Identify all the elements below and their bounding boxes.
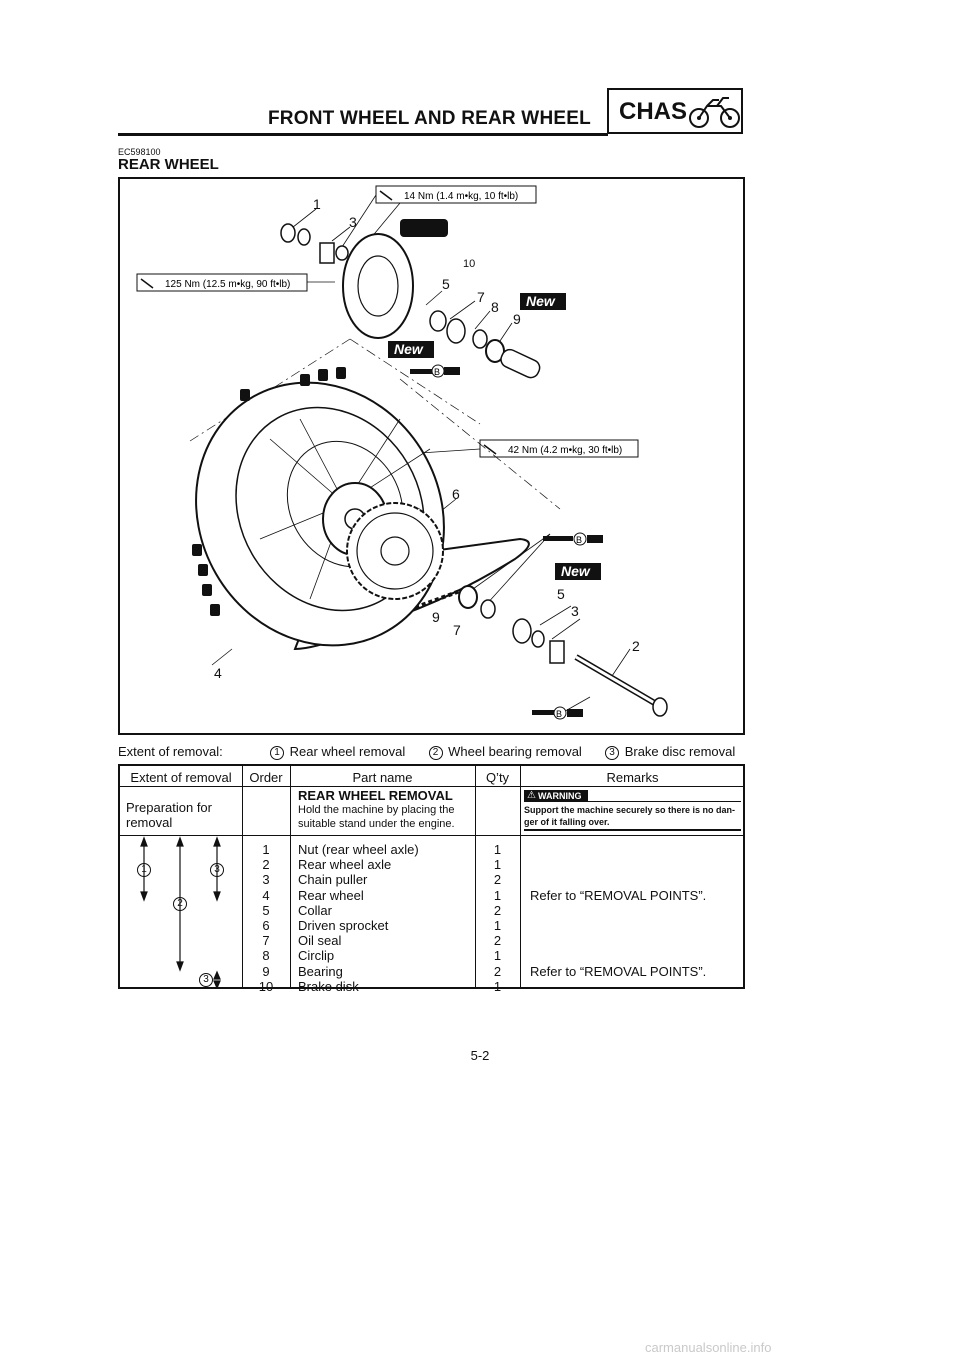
row-part-name: Rear wheel: [298, 887, 364, 903]
brake-disc: [343, 234, 413, 338]
warning-label: WARNING: [538, 791, 582, 801]
section-code: EC598100: [118, 147, 161, 157]
callout: 9: [432, 609, 440, 625]
row-part-name: Oil seal: [298, 933, 342, 949]
torque-label-14nm: [376, 186, 536, 203]
torque-text-125nm: 125 Nm (12.5 m•kg, 90 ft•lb): [165, 279, 291, 290]
prep-extent-line1: Preparation for: [126, 800, 212, 815]
page-header-title: FRONT WHEEL AND REAR WHEEL: [268, 108, 591, 129]
extent-number-2: 2: [429, 746, 443, 760]
extent-of-removal-legend: [118, 744, 735, 760]
extent-item-2: Wheel bearing removal: [448, 744, 582, 759]
row-qty: 1: [493, 948, 502, 964]
warning-line1: Support the machine securely so there is no dan-: [524, 805, 736, 815]
section-title: REAR WHEEL: [118, 156, 219, 173]
new-part-tag: [520, 293, 566, 310]
torque-text-14nm: 14 Nm (1.4 m•kg, 10 ft•lb): [404, 191, 519, 202]
axle-nut: [281, 224, 295, 242]
callout: 3: [571, 603, 579, 619]
collar-spacer: [498, 347, 542, 380]
chas-badge: [607, 88, 743, 134]
row-qty: 2: [493, 872, 502, 888]
row-remarks: Refer to “REMOVAL POINTS”.: [530, 887, 707, 903]
callout: 7: [453, 622, 461, 638]
svg-text:B: B: [556, 709, 563, 719]
row-order: 6: [262, 918, 270, 933]
row-qty: 1: [493, 842, 502, 857]
row-order: 10: [258, 978, 274, 994]
callout: 8: [491, 299, 499, 315]
chain-puller-bottom: [550, 641, 564, 663]
grease-marker: [532, 707, 583, 719]
svg-text:B: B: [576, 535, 583, 545]
row-order: 5: [262, 902, 270, 918]
callout: 5: [557, 586, 565, 602]
prep-part-title: REAR WHEEL REMOVAL: [298, 788, 453, 803]
warning-icon: ⚠: [527, 790, 536, 801]
row-part-name: Driven sprocket: [298, 918, 389, 933]
callout: 4: [214, 665, 222, 681]
rear-wheel-axle: [576, 657, 667, 716]
row-part-name: Bearing: [298, 963, 343, 979]
range-mark-1: 1: [137, 863, 151, 877]
svg-text:New: New: [394, 341, 423, 357]
callout: 6: [452, 486, 460, 502]
range-mark-2: 2: [173, 897, 187, 911]
page-number: 5-2: [470, 1048, 490, 1063]
row-order: 7: [262, 933, 270, 949]
removal-table: [118, 764, 745, 994]
prep-extent-line2: removal: [126, 815, 173, 830]
grease-marker: [410, 365, 460, 377]
callout: 1: [313, 196, 321, 212]
header-part-name: Part name: [352, 770, 413, 785]
chas-badge-label: CHAS: [619, 98, 688, 125]
torque-label-125nm: [137, 274, 307, 291]
chain-puller-top: [320, 243, 334, 263]
header-qty: Q’ty: [485, 770, 510, 785]
row-order: 4: [262, 887, 270, 903]
range-mark-3a: 3: [210, 863, 224, 877]
row-remarks: Refer to “REMOVAL POINTS”.: [530, 963, 707, 979]
header-order: Order: [249, 770, 283, 785]
torque-text-42nm: 42 Nm (4.2 m•kg, 30 ft•lb): [508, 445, 623, 456]
callout: 9: [513, 311, 521, 327]
extent-item-1: Rear wheel removal: [289, 744, 406, 759]
svg-text:New: New: [561, 563, 590, 579]
row-order: 3: [262, 872, 270, 888]
prep-part-line1: Hold the machine by placing the: [298, 804, 455, 816]
row-part-name: Brake disk: [298, 978, 359, 994]
row-order: 8: [262, 948, 270, 964]
row-part-name: Nut (rear wheel axle): [298, 842, 419, 857]
grease-marker: [543, 533, 603, 545]
washer: [298, 229, 310, 245]
callout: 2: [632, 638, 640, 654]
row-order: 1: [262, 842, 270, 857]
row-part-name: Circlip: [298, 948, 335, 964]
range-mark-3b: 3: [199, 973, 213, 987]
rear-wheel-tire: [149, 337, 492, 691]
row-qty: 1: [493, 887, 502, 903]
extent-number-3: 3: [605, 746, 619, 760]
extent-number-1: 1: [270, 746, 284, 760]
callout: 3: [349, 214, 357, 230]
header-remarks: Remarks: [606, 770, 659, 785]
callout: 10: [463, 258, 476, 270]
row-qty: 1: [493, 918, 502, 933]
row-qty: 2: [493, 902, 502, 918]
header-rule: [118, 133, 608, 136]
svg-text:New: New: [526, 293, 555, 309]
rear-wheel-exploded-view: [120, 179, 743, 733]
warning-line2: ger of it falling over.: [524, 817, 610, 827]
prep-part-line2: suitable stand under the engine.: [298, 818, 455, 830]
extent-label: Extent of removal:: [118, 744, 223, 759]
range-arrows: [120, 836, 242, 989]
row-qty: 1: [493, 857, 502, 873]
row-qty: 1: [493, 978, 502, 994]
new-part-tag: [555, 563, 601, 580]
row-part-name: Chain puller: [298, 872, 368, 888]
row-order: 2: [262, 857, 270, 873]
watermark: carmanualsonline.info: [645, 1340, 772, 1355]
driven-sprocket: [347, 503, 443, 599]
row-qty: 2: [493, 963, 502, 979]
extent-item-3: Brake disc removal: [624, 744, 736, 759]
row-qty: 2: [493, 933, 502, 949]
new-part-tag: [388, 341, 434, 358]
exploded-diagram: [118, 177, 745, 735]
motorcycle-icon: [687, 94, 741, 130]
svg-text:B: B: [434, 367, 441, 377]
torque-label-42nm: [480, 440, 638, 457]
row-order: 9: [262, 963, 270, 979]
row-part-name: Rear wheel axle: [298, 857, 392, 873]
header-extent: Extent of removal: [130, 770, 232, 785]
row-part-name: Collar: [298, 902, 332, 918]
callout: 7: [477, 289, 485, 305]
callout: 5: [442, 276, 450, 292]
